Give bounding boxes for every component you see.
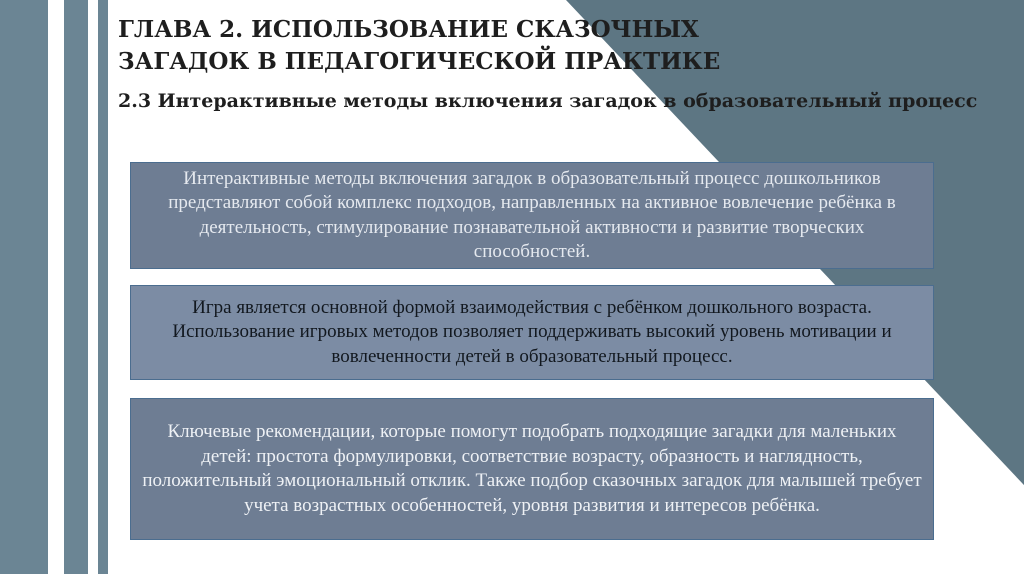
slide-title: ГЛАВА 2. ИСПОЛЬЗОВАНИЕ СКАЗОЧНЫХ ЗАГАДОК В ПЕДАГОГИЧЕСКОЙ ПРАКТИКЕ [118, 16, 721, 75]
decor-stripe-2 [48, 0, 64, 574]
decor-stripe-5 [98, 0, 108, 574]
text-box-interactive-methods [130, 162, 934, 269]
slide-subtitle: 2.3 Интерактивные методы включения загадок в образовательный процесс [118, 90, 978, 112]
text-box-paragraph: Интерактивные методы включения загадок в образовательный процесс дошкольников представляют собой комплекс подходов, направленных на активное вовлечение ребёнка в деятельность, стимулирование познавательной активности и развитие творческих способностей. [168, 167, 896, 262]
decor-stripe-1 [0, 0, 48, 574]
text-box-game-form [130, 285, 934, 380]
text-box-recommendations [130, 398, 934, 540]
text-box-paragraph: Ключевые рекомендации, которые помогут подобрать подходящие загадки для маленьких детей: простота формулировки, соответствие возрасту, образность и наглядность, положительный эмоциональный отклик. Также подбор сказочных загадок для малышей требует учета возрастных особенностей, уровня развития и интересов ребёнка. [142, 421, 922, 516]
text-box-paragraph: Игра является основной формой взаимодействия с ребёнком дошкольного возраста. Использование игровых методов позволяет поддерживать высокий уровень мотивации и вовлеченности детей в образовательный процесс. [172, 296, 892, 367]
decor-stripe-4 [88, 0, 98, 574]
decor-stripe-3 [64, 0, 88, 574]
